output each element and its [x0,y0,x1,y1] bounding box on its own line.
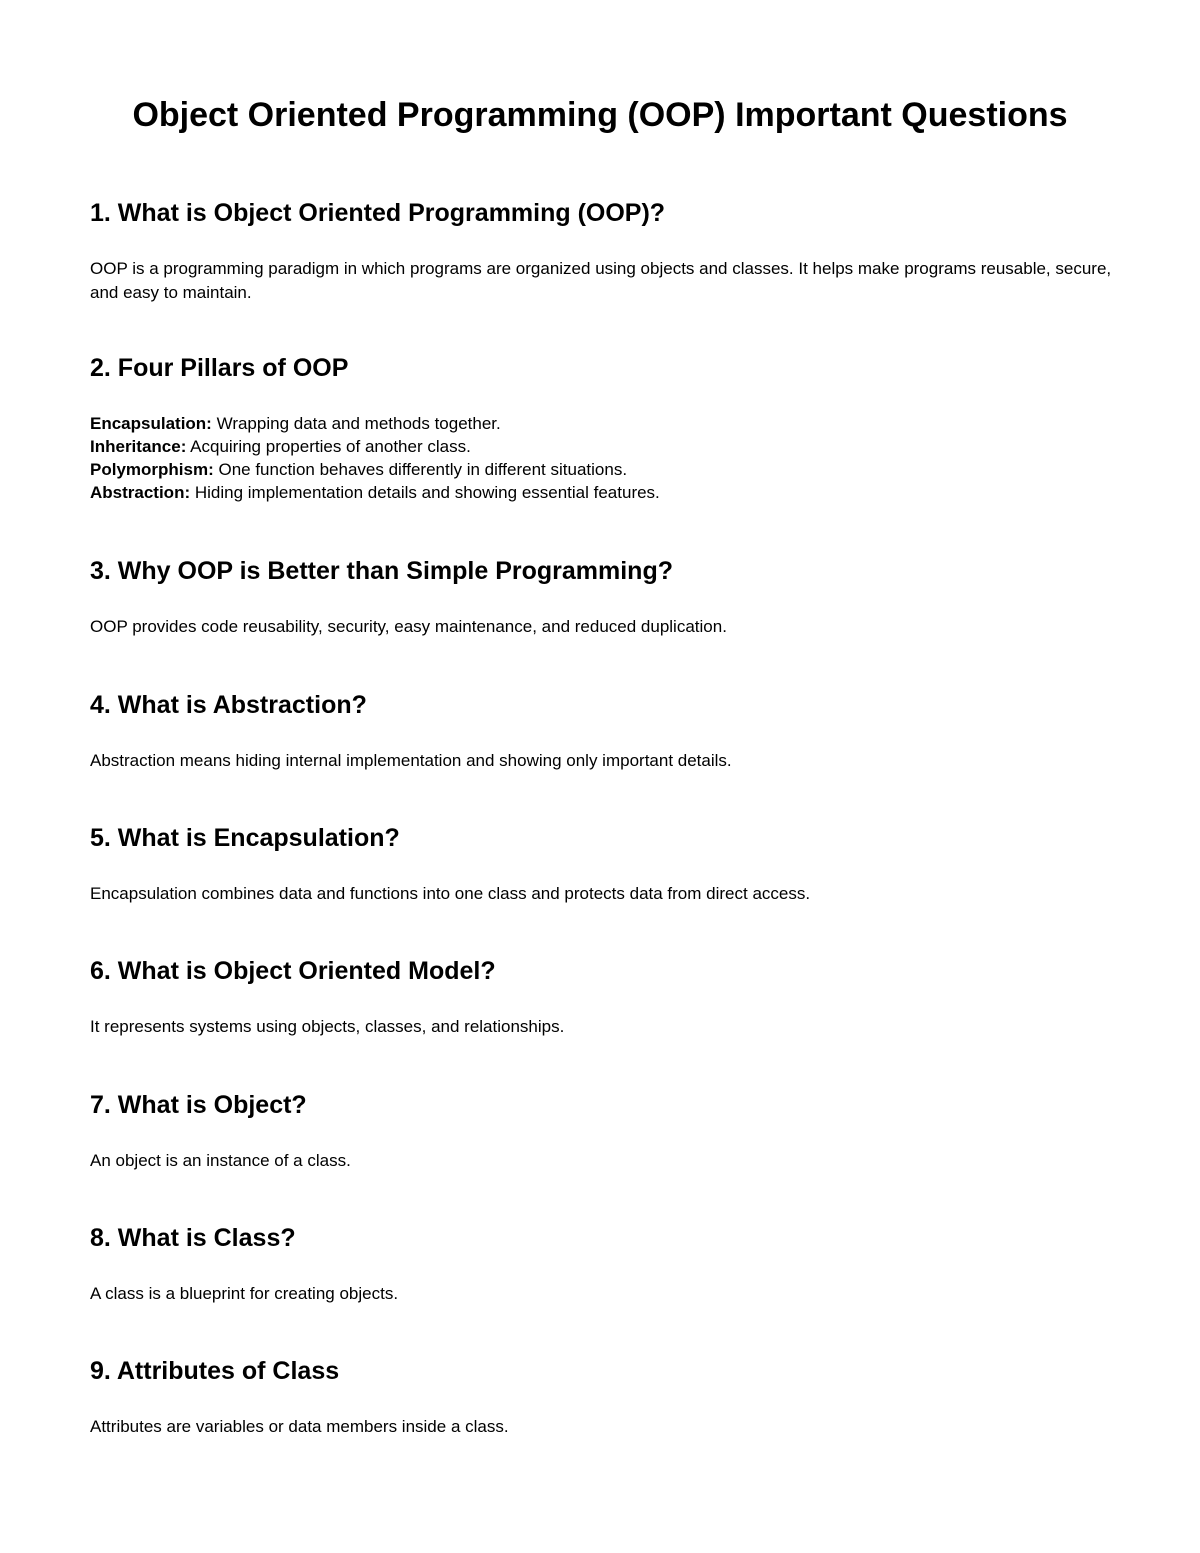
pillar-term: Abstraction: [90,483,191,502]
section-heading: 8. What is Class? [90,1224,296,1252]
pillar-item [90,435,1120,458]
section-heading: 9. Attributes of Class [90,1357,340,1385]
section-5 [90,822,1120,906]
section-1 [90,197,1120,305]
section-heading: 1. What is Object Oriented Programming (OOP)? [90,199,666,227]
section-body: An object is an instance of a class. [90,1151,351,1170]
section-7 [90,1089,1120,1173]
section-body: OOP is a programming paradigm in which programs are organized using objects and classes. It helps make programs reusable, secure, and easy to maintain. [90,259,1112,302]
section-body: Encapsulation combines data and functions into one class and protects data from direct access. [90,884,811,903]
section-body: OOP provides code reusability, security, easy maintenance, and reduced duplication. [90,617,727,636]
section-body: It represents systems using objects, classes, and relationships. [90,1017,565,1036]
section-8 [90,1222,1120,1306]
pillar-term: Polymorphism: [90,460,214,479]
pillar-term: Inheritance: [90,437,187,456]
document-title: Object Oriented Programming (OOP) Important Questions [132,96,1068,134]
pillar-definition: One function behaves differently in different situations. [213,460,628,479]
section-9 [90,1355,1120,1439]
section-heading: 2. Four Pillars of OOP [90,354,349,382]
section-heading: 5. What is Encapsulation? [90,824,400,852]
section-body: Attributes are variables or data members inside a class. [90,1417,509,1436]
section-3 [90,555,1120,639]
pillar-definition: Wrapping data and methods together. [211,414,501,433]
pillar-item [90,458,1120,481]
pillar-definition: Acquiring properties of another class. [186,437,471,456]
pillar-definition: Hiding implementation details and showing essential features. [190,483,660,502]
pillar-item [90,481,1120,504]
section-heading: 7. What is Object? [90,1091,307,1119]
section-4 [90,689,1120,773]
section-body: Abstraction means hiding internal implementation and showing only important details. [90,751,732,770]
section-heading: 3. Why OOP is Better than Simple Programming? [90,557,673,585]
pillar-term: Encapsulation: [90,414,212,433]
section-2 [90,352,1120,504]
section-heading: 6. What is Object Oriented Model? [90,957,496,985]
section-body: A class is a blueprint for creating objects. [90,1284,399,1303]
pillars-list [90,412,1120,504]
section-heading: 4. What is Abstraction? [90,691,367,719]
section-6 [90,955,1120,1039]
pillar-item [90,412,1120,435]
